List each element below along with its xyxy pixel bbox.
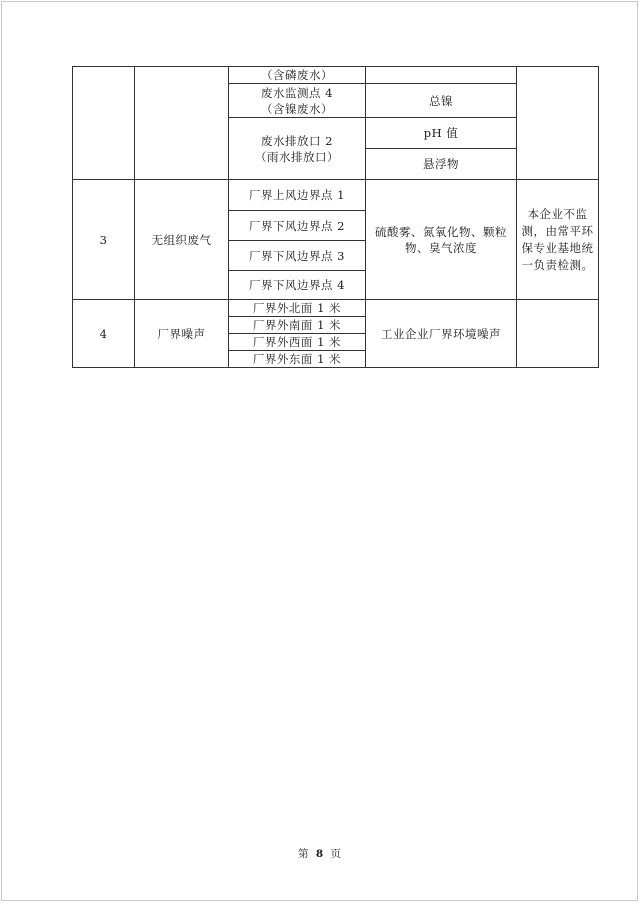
table-row <box>73 67 599 84</box>
monitoring-point-cell: 废水排放口 2 （雨水排放口） <box>229 118 366 180</box>
table-row <box>73 180 599 211</box>
category-cell: 无组织废气 <box>135 180 229 300</box>
monitoring-point-cell: 厂界外东面 1 米 <box>229 351 366 368</box>
monitoring-point-cell: 厂界上风边界点 1 <box>229 180 366 211</box>
note-cell: 本企业不监测，由常平环保专业基地统一负责检测。 <box>517 180 599 300</box>
monitoring-point-cell: 厂界外西面 1 米 <box>229 334 366 351</box>
monitoring-point-cell: 厂界下风边界点 4 <box>229 271 366 300</box>
monitoring-item-cell: 硫酸雾、氮氧化物、颗粒物、臭气浓度 <box>366 180 517 300</box>
note-cell <box>517 67 599 180</box>
monitoring-item-cell: 悬浮物 <box>366 149 517 180</box>
table-row <box>73 300 599 317</box>
category-cell: 厂界噪声 <box>135 300 229 368</box>
monitoring-item-cell <box>366 67 517 84</box>
note-cell <box>517 300 599 368</box>
serial-number-cell <box>73 67 135 180</box>
monitoring-point-cell: 厂界下风边界点 2 <box>229 211 366 241</box>
monitoring-item-cell: 总镍 <box>366 84 517 118</box>
page-number-value: 8 <box>315 848 326 860</box>
monitoring-point-cell: 厂界下风边界点 3 <box>229 241 366 271</box>
monitoring-table <box>72 66 599 368</box>
monitoring-point-cell: 厂界外北面 1 米 <box>229 300 366 317</box>
page-number-prefix: 第 <box>298 848 311 860</box>
serial-number-cell: 4 <box>73 300 135 368</box>
monitoring-item-cell: 工业企业厂界环境噪声 <box>366 300 517 368</box>
page-number <box>0 846 641 861</box>
monitoring-point-cell: 废水监测点 4 （含镍废水） <box>229 84 366 118</box>
serial-number-cell: 3 <box>73 180 135 300</box>
category-cell <box>135 67 229 180</box>
monitoring-point-cell: （含磷废水） <box>229 67 366 84</box>
monitoring-point-cell: 厂界外南面 1 米 <box>229 317 366 334</box>
page-number-suffix: 页 <box>330 848 343 860</box>
monitoring-item-cell: pH 值 <box>366 118 517 149</box>
